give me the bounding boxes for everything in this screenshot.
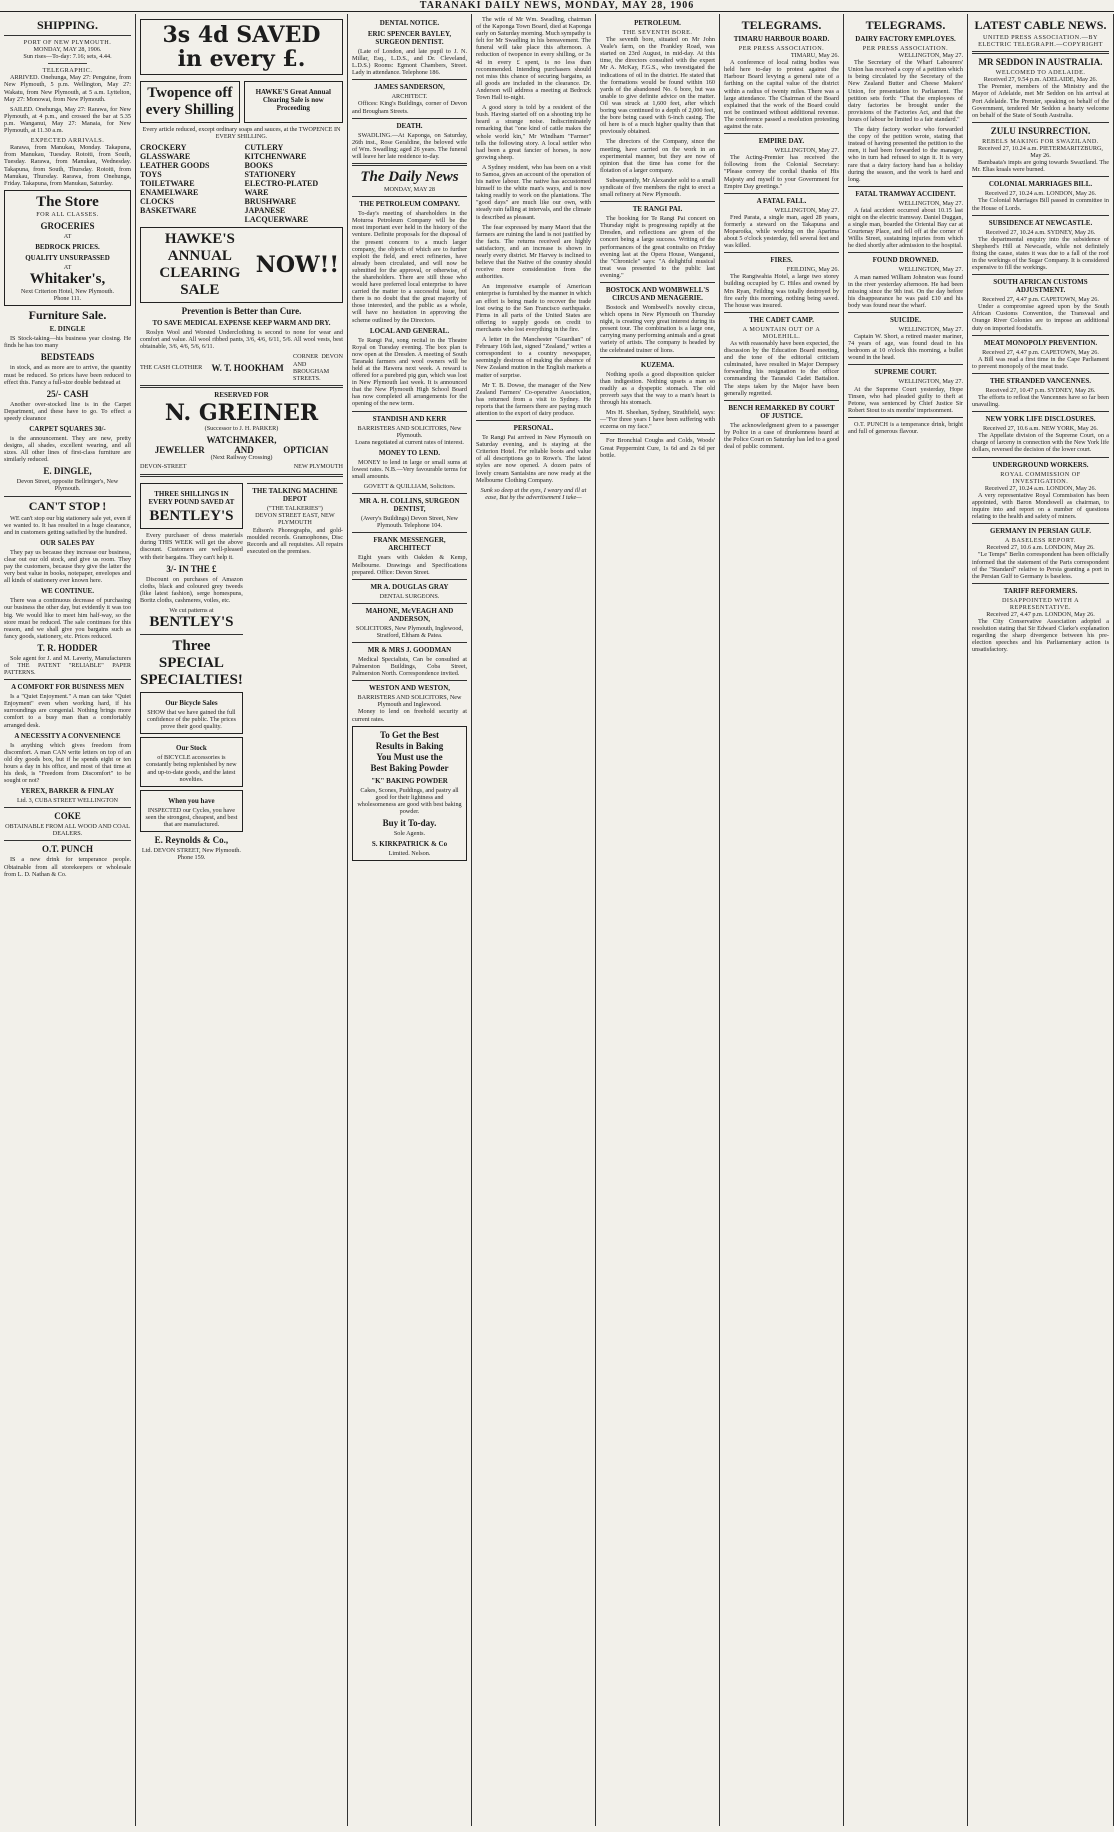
stanish-name: STANDISH AND KERR xyxy=(372,414,447,423)
bostock-text: Bostock and Wombwell's novelty circus, which opens in New Plymouth on Thursday night, is creating very great interest during its present tour. The combination is a large one, carrying many performing animals and a great variety of artists. The company is headed by the celebrated trainer of lions. xyxy=(600,304,715,354)
germany-heading: GERMANY IN PERSIAN GULF. xyxy=(990,527,1091,536)
reynolds-name: E. Reynolds & Co., xyxy=(154,835,229,845)
necessity-heading: A NECESSITY A CONVENIENCE xyxy=(14,731,121,740)
furniture-text: IS Stock-taking—his business year closing. He finds he has too many xyxy=(4,335,131,350)
hookham-text: Roslyn Wool and Worsted Underclothing is second to none for wear and comfort and value. All wool ribbed pants, 3/6, 4/6, 6/11, 5/6. All wool vests, best obtainable, 3/6, 4/6, 5/6, 6/11. xyxy=(140,329,343,351)
stranded-text: The efforts to refloat the Vancennes have so far been unavailing. xyxy=(972,394,1109,409)
sales-pay-text: They pay us because they increase our business, clear out our old stock, and give us room. They pay the customers, because they give the latter the very best value in books, notepaper, envelopes and all kinds of stationery ever known here. xyxy=(4,548,131,585)
kuzema-text: Nothing spoils a good disposition quicker than indigestion. Nothing upsets a man so readily as a dyspeptic stomach. The old proverb says that the way to a man's heart is through his stomach. xyxy=(600,370,715,407)
stranded-date: Received 27, 10.47 p.m. SYDNEY, May 26. xyxy=(985,386,1096,394)
port-heading: PORT OF NEW PLYMOUTH. xyxy=(23,39,112,46)
store-title: The Store xyxy=(36,193,99,210)
drowned-date: WELLINGTON, May 27. xyxy=(898,266,963,274)
york-heading: NEW YORK LIFE DISCLOSURES. xyxy=(985,415,1096,424)
suicide-date: WELLINGTON, May 27. xyxy=(898,326,963,333)
telegrams-heading-2: TELEGRAMS. xyxy=(865,18,946,32)
merchandise-item: BRUSHWARE xyxy=(244,197,297,207)
list-a xyxy=(140,143,239,224)
cable-heading: LATEST CABLE NEWS. xyxy=(974,18,1107,32)
subsidence-text: The departmental enquiry into the subsidence of Shepherd's Hill at Newcastle, while not definitely fixing the cause, states it was due to a fall of the roof in the workings of the Sugar Company. It is considered expensive to fill the workings. xyxy=(972,235,1109,272)
article-5: An impressive example of American enterprise is furnished by the manner in which an effort is being made to recover the trade lost owing to the San Francisco earthquake. Firms in all parts of the United States are offering to supply goods on credit to merchants who lost everything in the fire. xyxy=(476,283,591,333)
seddon-text: The Premier, members of the Ministry and the Mayor of Adelaide, met Mr Seddon on his arrival at Port Adelaide. The Premier, speaking on behalf of the Government, tendered Mr Seddon a hearty welcome on behalf of the State of South Australia. xyxy=(972,83,1109,119)
dairy-text: The Secretary of the Wharf Labourers' Union has received a copy of a petition which is being circulated by the Secretary of the New Zealand Butter and Cheese Makers' Union, for presentation to Parliament. The petition sets forth: "That the employees of dairy factories be brought under the provisions of the Factories Act, and that the hours of labour be limited to a fair standard." xyxy=(848,59,963,123)
necessity-text: Is anything which gives freedom from discomfort. A man CAN write letters on top of an old dry goods box, but if he spends eight or ten hours a day in his office, and most of that time at his desk, is "Freedom from Discomfort" to be sought or not? xyxy=(4,741,131,785)
customs-text: Under a compromise agreed upon by the South African Customs Convention, the Transvaal and Orange River Colonies are to impose an additional duty on imported foodstuffs. xyxy=(972,303,1109,332)
petroleum-heading: PETROLEUM. xyxy=(634,19,681,27)
and-word: AND xyxy=(234,444,254,455)
saved-heading: 3s 4d SAVED xyxy=(162,22,321,48)
kirk-name: S. KIRKPATRICK & Co xyxy=(371,840,448,849)
customs-date: Received 27, 4.47 p.m. CAPETOWN, May 26. xyxy=(982,296,1099,304)
reserved-heading: RESERVED FOR xyxy=(214,390,269,399)
local-text: Te Rangi Pai, song recital in the Theatre Royal on Tuesday evening. The box plan is now open at the Dresden. A meeting of South Taranaki farmers and wool owners will be held at the Hawera next week. A reward is offered for a purebred pig gun, which was lost in New Plymouth last week. It is announced that the New Plymouth High School Board has now completed all arrangements for the opening of the new term. xyxy=(352,336,467,408)
collins-sub: (Avery's Buildings) Devon Street, New Plymouth. Telephone 104. xyxy=(360,515,459,530)
harbour-date: TIMARU, May 26. xyxy=(790,52,839,60)
sole-agents: Sole Agents. xyxy=(393,830,426,837)
bicycle-heading: Our Bicycle Sales xyxy=(165,699,218,708)
greiner-sub: (Successor to J. H. PARKER) xyxy=(204,424,279,432)
seventh-bore: THE SEVENTH BORE. xyxy=(622,29,693,36)
merchandise-item: JAPANESE LACQUERWARE xyxy=(244,206,309,225)
baking-slogan-line: To Get the Best xyxy=(380,729,439,740)
suicide-heading: SUICIDE. xyxy=(890,316,921,324)
whitaker-address: Next Criterion Hotel, New Plymouth. xyxy=(20,288,115,296)
zulu-text: Bambaata's impis are going towards Swaziland. The Mr. Elias kraals were burned. xyxy=(972,159,1109,174)
petroleum-text-2: The directors of the Company, since the meeting, have carried on the work in an experimental manner, but they are now of opinion that the time has come for the flotation of a larger company. xyxy=(600,138,715,174)
germany-text: "Le Temps" Berlin correspondent has been officially informed that the statement of the Paris correspondent of the "Standard" relative to Persia granting a port in the Persian Gulf to Germany is baseless. xyxy=(972,551,1109,580)
now-text: NOW!! xyxy=(255,252,339,279)
dental-heading: DENTAL NOTICE. xyxy=(379,19,440,27)
column-8 xyxy=(968,14,1114,1826)
royal-text: A very representative Royal Commission has been appointed, with Baron Mondswell as chairman, to inquire into and report on a number of questions relating to the health and safety of miners. xyxy=(972,491,1109,521)
greiner-name: N. GREINER xyxy=(164,399,319,426)
article-7: Mr T. B. Dowse, the manager of the New Zealand Farmers' Co-operative Association, has returned from a visit to Sydney. He reports that the farmers there are paying much attention to the export of dairy produce. xyxy=(476,381,591,417)
sanderson-name: JAMES SANDERSON, xyxy=(374,83,445,92)
paper-date: MONDAY, MAY 28 xyxy=(384,186,435,194)
twopence-text: Twopence off every Shilling xyxy=(145,85,234,118)
bicycle-box xyxy=(140,692,243,734)
buy-today: Buy it To-day. xyxy=(382,818,437,828)
seddon-date: Received 27, 9.54 p.m. ADELAIDE, May 26. xyxy=(983,76,1098,84)
k-text: Cakes, Scones, Puddings, and pastry all good for their lightness and wholesomeness are good with best baking powder. xyxy=(357,786,462,815)
zulu-heading: ZULU INSURRECTION. xyxy=(990,125,1091,136)
kirk-nelson: Limited. Nelson. xyxy=(388,850,431,858)
dingle-name: E. DINGLE xyxy=(49,325,86,334)
royal-date: Received 27, 10.24 a.m. LONDON, May 26. xyxy=(984,484,1097,492)
merchandise-item: CROCKERY xyxy=(140,143,187,153)
bench-text: The acknowledgment given to a passenger by Police in a case of drunkenness heard at the Police Court on Saturday has led to a good deal of public comment. xyxy=(724,421,839,451)
stanish-sub: BARRISTERS AND SOLICITORS, New Plymouth. xyxy=(357,424,462,439)
hookham-name: W. T. HOOKHAM xyxy=(211,363,284,374)
cadet-text: As with reasonably have been expected, the discussion by the Education Board meeting, and the tone of the editorial criticism culminated, have resulted in Major Dempsey forwarding his resignation to the officer commanding the Taranaki Cadet Battalion. The steps taken by the Major have been generally regretted. xyxy=(724,340,839,397)
dairy-heading: DAIRY FACTORY EMPLOYES. xyxy=(855,35,956,43)
merchandise-item: CUTLERY xyxy=(244,143,284,153)
personal-text: Te Rangi Pai arrived in New Plymouth on Saturday evening, and is staying at the Criterion Hotel. For reliable boots and value of all descriptions go to Rowe's. The latest styles are now opened. A dozen pairs of lovely cream Santalsins are now ready at the Melbourne Clothing Company. xyxy=(476,434,591,484)
every-pound: in every £. xyxy=(177,46,306,72)
fires-text: The Rangiwahia Hotel, a large two storey building occupied by C. Hiles and owned by Mrs Ryan, Feilding was totally destroyed by fire early this morning, nothing being saved. The house was insured. xyxy=(724,273,839,309)
list-b xyxy=(245,143,344,224)
carpet-heading: CARPET SQUARES 30/- xyxy=(29,425,106,433)
tariff-heading: TARIFF REFORMERS. xyxy=(1003,586,1078,595)
bicycle-text: SHOW that we have gained the full confidence of the public. The prices prove their good quality. xyxy=(146,709,236,731)
bayly-text: (Late of London, and late pupil to J. N. Millar, Esq., L.D.S., and Dr. Cleveland, L.D.S.) Rooms: Egmont Chambers, Street. Lady in attendance. Telephone 186. xyxy=(352,48,467,77)
germany-date: Received 27, 10.6 a.m. LONDON, May 26. xyxy=(986,544,1095,552)
molehill: A MOUNTAIN OUT OF A MOLEHILL. xyxy=(742,325,821,340)
sailed-text: SAILED. Onehunga, May 27: Rarawa, for New Plymouth, at 4 p.m., and crossed the bar at 5.35 p.m. Wanganui, May 27: Manaia, for New Plymouth, at 11.30 a.m. xyxy=(4,105,131,135)
merchandise-item: CLOCKS xyxy=(140,197,174,207)
bench-heading: BENCH REMARKED BY COURT OF JUSTICE. xyxy=(728,403,835,420)
mahone-name: MAHONE, McVEAGH AND ANDERSON, xyxy=(365,606,454,623)
whitaker-name: Whitaker's, xyxy=(29,271,106,288)
shipping-date: MONDAY, MAY 28, 1906. xyxy=(33,46,102,54)
fires-heading: FIRES. xyxy=(770,256,793,265)
hawke-heading: HAWKE'S Great Annual Clearing Sale is now Proceeding xyxy=(255,88,331,112)
empire-text: The Acting-Premier has received the following from the Colonial Secretary: "Please convey the cordial thanks of His Majesty and myself to your Government for Empire Day greetings." xyxy=(724,154,839,190)
fatal-date: WELLINGTON, May 27. xyxy=(898,199,963,207)
subsidence-date: Received 27, 10.24 a.m. SYDNEY, May 26. xyxy=(985,228,1096,236)
arrived-text: ARRIVED. Onehunga, May 27: Penguine, from New Plymouth, 5 p.m. Wellington, May 27: Wakatu, from New Plymouth, at 5 a.m. Lyttelton, May 27: Monowai, from New Plymouth. xyxy=(4,74,131,103)
furniture-heading: Furniture Sale. xyxy=(28,308,107,323)
supreme-text: At the Supreme Court yesterday, Hope Tinsen, who had pleaded guilty to theft at Petone, was sentenced by Chief Justice Sir Robert Stout to six months' imprisonment. xyxy=(848,385,963,414)
barter-text: Mrs H. Sheehan, Sydney, Strathfield, says:—"For three years I have been suffering with eczema on my face." xyxy=(600,409,715,431)
tariff-date: Received 27, 4.47 p.m. LONDON, May 26. xyxy=(986,610,1095,618)
telegraphic-heading: TELEGRAPHIC. xyxy=(42,67,93,75)
drowned-text: A man named William Johnston was found in the river yesterday afternoon. He had been missing since the 9th inst. On the day before his disappearance he was paid £10 and his body was found near the wharf. xyxy=(848,273,963,309)
marriages-heading: COLONIAL MARRIAGES BILL. xyxy=(988,180,1093,189)
yerex-name: YEREX, BARKER & FINLAY xyxy=(20,787,115,796)
column-7 xyxy=(844,14,968,1826)
bentley-name: BENTLEY'S xyxy=(149,508,234,525)
fatal-heading: FATAL TRAMWAY ACCIDENT. xyxy=(855,189,956,198)
sales-pay-heading: OUR SALES PAY xyxy=(40,538,95,547)
hodder-text: Sole agent for J. and M. Laverty, Manufacturers of THE PATENT "RELIABLE" PAPER PATTERNS. xyxy=(4,654,131,677)
bedsteads-heading: BEDSTEADS xyxy=(40,352,95,363)
punch-notice: O.T. PUNCH is a temperance drink, bright and full of generous flavour. xyxy=(848,420,963,436)
gray-name: MR A. DOUGLAS GRAY xyxy=(370,582,449,591)
watchmaker: WATCHMAKER, xyxy=(206,434,277,445)
telegrams-heading-1: TELEGRAMS. xyxy=(741,18,822,32)
shipping-heading: SHIPPING. xyxy=(36,18,98,32)
talking-text: Edison's Phonographs, and gold-moulded records. Gramophones, Disc Records and all requisites. All repairs executed on the premises. xyxy=(246,526,343,555)
petroleum-text-3: Subsequently, Mr Alexander sold to a small syndicate of five members the right to erect a small refinery at New Plymouth. xyxy=(600,176,715,199)
k-heading: "K" BAKING POWDER xyxy=(371,776,448,785)
rangi-text: The booking for Te Rangi Pai concert on Thursday night is progressing rapidly at the Dresden, and reflections are given of the concert being a large success. Writing of the performances of the great contralto on Friday evening last at the Opera House, Wanganui, the "Chronicle" says: "A delightful musical treat was presented to the public last evening." xyxy=(600,215,715,279)
saved-ad xyxy=(140,19,343,75)
baking-slogan-line: Results in Baking xyxy=(375,740,444,751)
column-4 xyxy=(472,14,596,1826)
column-3 xyxy=(348,14,472,1826)
bedrock: BEDROCK PRICES. xyxy=(35,242,100,251)
daily-news-masthead: The Daily News xyxy=(360,169,459,186)
merchandise-item: BASKETWARE xyxy=(140,206,197,216)
when-text: INSPECTED our Cycles, you have seen the strongest, cheapest, and best that are manufactured. xyxy=(145,806,238,828)
cant-stop-text: WE can't stop our big stationery sale yet, even if we wanted to. It has resulted in a huge clearance, and in customers getting satisfied by the hundred. xyxy=(4,514,131,536)
supreme-date: WELLINGTON, May 27. xyxy=(898,378,963,386)
weston-sub: BARRISTERS AND SOLICITORS, New Plymouth and Inglewood. xyxy=(357,694,462,709)
meat-date: Received 27, 4.47 p.m. CAPETOWN, May 26. xyxy=(982,348,1099,356)
goodman-text: Medical Specialists, Can be consulted at Palmerston Buildings, Coba Street, Palmerston North. Correspondence invited. xyxy=(352,655,467,678)
prevention-heading: Prevention is Better than Cure. xyxy=(181,306,302,317)
new-plymouth: NEW PLYMOUTH xyxy=(293,463,343,471)
harbour-heading: TIMARU HARBOUR BOARD. xyxy=(733,35,830,43)
loans-text: Loans negotiated at current rates of interest. xyxy=(355,438,464,446)
when-box xyxy=(140,790,243,832)
zulu-sub: REBELS MAKING FOR SWAZILAND. xyxy=(982,137,1099,145)
govett-name: GOVETT & QUILLIAM, Solicitors. xyxy=(363,483,456,491)
meat-text: A Bill was read a first time in the Cape Parliament to prevent monopoly of the meat trade. xyxy=(972,355,1109,370)
punch-heading: O.T. PUNCH xyxy=(41,844,94,855)
petroleum-text: The seventh bore, situated on Mr John Veale's farm, on the Frankley Road, was started on 23rd August, in mid-day. At this time, the directors consulted with the expert Mr A. McKay, F.G.S., who investigated the indications of oil in the district. He stated that the formations would be found within 160 yards of the abandoned No. 6 bore, but was unable to give definite advice on the matter. Oil was struck at 1,600 feet, after which boring was continued to a depth of 2,000 feet, the bore being cased with 6-inch casing. The oil here is of a much higher quality than that previously obtained. xyxy=(600,36,715,136)
weston-name: WESTON AND WESTON, xyxy=(368,684,451,693)
price-text: Another over-stocked line is in the Carpet Department, and these have to go. To effect a speedy clearance xyxy=(4,400,131,422)
prevention-sub: TO SAVE MEDICAL EXPENSE KEEP WARM AND DRY. xyxy=(152,319,331,328)
messenger-text: Eight years with Oakden & Kemp, Melbourne. Drawings and Specifications prepared. Office: Devon Street. xyxy=(352,554,467,576)
twopence-box xyxy=(140,81,240,123)
architect-label: ARCHITECT. xyxy=(391,93,428,101)
whitaker-ad xyxy=(4,190,131,306)
supreme-heading: SUPREME COURT. xyxy=(874,368,937,377)
when-heading: When you have xyxy=(168,796,215,805)
column-6 xyxy=(720,14,844,1826)
sanderson-text: Offices: King's Buildings, corner of Devon and Brougham Streets. xyxy=(352,100,467,115)
customs-heading: SOUTH AFRICAN CUSTOMS ADJUSTMENT. xyxy=(993,278,1088,295)
stock-box xyxy=(140,737,243,786)
messenger-name: FRANK MESSENGER, ARCHITECT xyxy=(373,536,446,553)
hookham-shop: THE CASH CLOTHIER xyxy=(140,364,203,372)
comfort-heading: A COMFORT FOR BUSINESS MEN xyxy=(11,683,124,692)
merchandise-item: TOILETWARE xyxy=(140,179,195,189)
hawke-annual: HAWKE'S ANNUAL CLEARING SALE xyxy=(159,231,241,299)
harbour-text: A conference of local rating bodies was held here to-day to protest against the Harbour Board levying a general rate of a farthing on the capital value of the district within a radius of twenty miles. There was a large attendance. The Chairman of the Board explained that the work of the Board could not be continued without additional revenue. The conference passed a resolution protesting against the rate. xyxy=(724,59,839,131)
best-lines xyxy=(356,730,463,774)
article-1: The wife of Mr Wm. Swadling, chairman of the Kaponga Town Board, died at Kaponga early on Saturday morning. Much sympathy is felt for Mr Swadling in his bereavement. The funeral will take place this afternoon. A reduction of twopence in every shilling, or 3s 4d in every £ spent, is no less than recommended. Intending purchasers should not miss this chance of securing bargains, as all goods are included in the clearance. Dr. Anderson will address a meeting at Bedrock Town Hall to-night. xyxy=(476,16,591,102)
petroleum-co-text: To-day's meeting of shareholders in the Moturoa Petroleum Company will be the most important ever held in the history of the venture. Definite proposals for the disposal of the present concern to a much larger company, the objects of which are to further exploit the field, and erect refineries, have already been circulated, and will now be submitted for the approval, or otherwise, of the shareholders. There are still those who would have preferred local enterprise to have carried the matter to a successful issue, but there is no doubt that the great majority of those interested, and the public as a whole, will have no hesitation in approving the scheme outlined by the Directors. xyxy=(352,210,467,324)
merchandise-item: TOYS xyxy=(140,170,162,180)
in-the-pound: 3/- IN THE £ xyxy=(166,563,217,574)
store-sub: FOR ALL CLASSES. xyxy=(36,210,99,218)
cant-stop-heading: CAN'T STOP ! xyxy=(28,498,107,513)
kuzema-heading: KUZEMA. xyxy=(640,360,675,369)
talking-heading: THE TALKING MACHINE DEPOT xyxy=(252,487,338,504)
seddon-heading: MR SEDDON IN AUSTRALIA. xyxy=(978,57,1103,68)
merchandise-item: ELECTRO-PLATED WARE xyxy=(244,179,319,198)
royal-heading: ROYAL COMMISSION OF INVESTIGATION. xyxy=(1000,470,1081,485)
merchandise-item: STATIONERY xyxy=(244,170,296,180)
fall-text: Fred Parata, a single man, aged 28 years, formerly a steward on the Takapuna and Moparoika, while working on the Aparima about 5 o'clock yesterday, fell several feet and was killed. xyxy=(724,213,839,250)
baking-slogan-line: You Must use the xyxy=(376,751,443,762)
hawke-annual-ad xyxy=(140,227,343,303)
underground-heading: UNDERGROUND WORKERS. xyxy=(992,460,1089,469)
baking-ad xyxy=(352,726,467,862)
cadet-heading: THE CADET CAMP. xyxy=(749,315,814,324)
welcomed: WELCOMED TO ADELAIDE. xyxy=(995,69,1086,77)
money-text: MONEY to lend in large or small sums at lowest rates. N.B.—Very favourable terms for small amounts. xyxy=(352,458,467,481)
mahone-sub: SOLICITORS, New Plymouth, Inglewood, Stratford, Eltham & Patea. xyxy=(355,624,464,639)
subsidence-heading: SUBSIDENCE AT NEWCASTLE. xyxy=(988,218,1093,227)
empire-heading: EMPIRE DAY. xyxy=(758,137,805,146)
hodder-name: T. R. HODDER xyxy=(37,642,98,653)
coke-heading: COKE xyxy=(54,811,81,822)
at-1: AT xyxy=(63,232,72,240)
personal-heading: PERSONAL. xyxy=(513,424,554,433)
fatal-text: A fatal accident occurred about 10.15 last night on the electric tramway. Daniel Duggan, a single man, boarded the Oriental Bay car at Courtenay Place, and fell off at the corner of Willis Street, sustaining injuries from which he died shortly after admission to the hospital. xyxy=(848,206,963,250)
bronchial-text: For Bronchial Coughs and Colds, Woods' Great Peppermint Cure, 1s 6d and 2s 6d per bottle. xyxy=(600,437,715,459)
expected-text: Rarawa, from Manukau, Monday. Takapuna, from Manukau, Tuesday. Rotoiti, from South, Tuesday. Rarawa, from Manukau, Wednesday. Takapuna, from South, Thursday. Rotoiti, from Manukau, Thursday. Rarawa, from Onehunga, Friday. Takapuna, from Manukau, Saturday. xyxy=(4,144,131,187)
expected-heading: EXPECTED ARRIVALS. xyxy=(30,137,105,145)
fall-heading: A FATAL FALL. xyxy=(756,196,807,205)
goodman-name: MR & MRS J. GOODMAN xyxy=(367,645,452,654)
devon-street: DEVON-STREET xyxy=(140,463,187,471)
bentley-text: Every purchaser of dress materials during THIS WEEK will get the above discount. Customers are well-pleased with their bargains. They can't help it. xyxy=(140,532,243,561)
harbour-assoc: PER PRESS ASSOCIATION. xyxy=(738,45,825,52)
groceries: GROCERIES xyxy=(40,220,95,231)
death-text: SWADLING.—At Kaponga, on Saturday, 26th inst., Rose Geraldine, the beloved wife of Wm. Swadling; aged 26 years. The funeral will leave her late residence to-day. xyxy=(352,131,467,160)
comfort-text: Is a "Quiet Enjoyment." A man can take "Quiet Enjoyment" even when working hard, if his surroundings are congenial. Nothing brings more comfort to a busy man than a comfortably arranged desk. xyxy=(4,693,131,729)
article-3: A Sydney resident, who has been on a visit to Samoa, gives an account of the operation of his native labour. The native has accustomed himself to the white man's ways, and is now taking readily to work on the plantations. The "good days" are much like our own, with steady rain falling at intervals, and the climate is described as pleasant. xyxy=(476,163,591,221)
collins-name: MR A. H. COLLINS, SURGEON DENTIST, xyxy=(359,497,460,514)
york-date: Received 27, 10.6 a.m. NEW YORK, May 26. xyxy=(983,425,1098,433)
meat-heading: MEAT MONOPOLY PREVENTION. xyxy=(983,338,1098,347)
masthead: TARANAKI DAILY NEWS, MONDAY, MAY 28, 1906 xyxy=(0,0,1114,12)
quality: QUALITY UNSURPASSED xyxy=(25,253,110,262)
bentley-ad xyxy=(140,483,243,529)
talking-address: DEVON STREET EAST, NEW PLYMOUTH xyxy=(255,512,335,527)
marriages-date: Received 27, 10.24 a.m. LONDON, May 26. xyxy=(984,190,1097,198)
dingle-sign: E. DINGLE, xyxy=(43,466,92,477)
dairy-date: WELLINGTON, May 27. xyxy=(898,52,963,60)
coke-text: OBTAINABLE FROM ALL WOOD AND COAL DEALERS. xyxy=(5,823,130,838)
york-text: The Appellate division of the Supreme Court, on a charge of larceny in connection with the New York life dollars, reversed the decision of the lower court. xyxy=(972,432,1109,454)
fires-date: FEILDING, May 26. xyxy=(786,266,839,274)
stock-heading: Our Stock xyxy=(176,744,207,753)
bayly-name: ERIC SPENCER BAYLEY, SURGEON DENTIST. xyxy=(367,30,452,46)
carpet-text: is the announcement. They are new, pretty designs, all shades, excellent wearing, and all sizes. All other lines of first-class furniture are similarly reduced. xyxy=(4,435,131,464)
article-2: A good story is told by a resident of the bush. Having started off on a shooting trip he heard a strange noise. Indiscriminately remarking that "one kind of cattle makes the whole world kin," Mr Windham "Farmer" tells the following story. A local settler who had been a great fancier of horses, is now growing sheep. xyxy=(476,104,591,161)
punch-text: IS a new drink for temperance people. Obtainable from all storekeepers or wholesale from L. D. Nathan & Co. xyxy=(4,856,131,878)
bentley-end: We cut patterns at xyxy=(169,606,214,614)
cable-assoc: UNITED PRESS ASSOCIATION.—BY ELECTRIC TELEGRAPH.—COPYRIGHT xyxy=(978,34,1103,49)
price-heading: 25/- CASH xyxy=(46,388,89,399)
rail-note: (Next Railway Crossing) xyxy=(210,454,273,462)
hookham-address: CORNER DEVON AND BROUGHAM STREETS. xyxy=(293,353,343,382)
baking-slogan-line: Best Baking Powder xyxy=(370,762,449,773)
drowned-heading: FOUND DROWNED. xyxy=(872,256,939,265)
talkeries: ("THE TALKERIES") xyxy=(267,505,323,513)
column-1 xyxy=(0,14,136,1826)
rhyme: Sunk so deep at the eyes, I weary and ill at ease, But by the advertisement I take— xyxy=(480,486,587,501)
weston-text: Money to lend on freehold security at current rates. xyxy=(352,708,467,723)
dairy-text-2: The dairy factory worker who forwarded the copy of the petition wrote, stating that instead of having presented the petition to the men, it had been forwarded to the manager, who in turn had refused to sign it. It is very rare that a dairy factory hand has a holiday during the season, and the work is hard and long. xyxy=(848,126,963,183)
whitaker-phone: Phone 111. xyxy=(53,295,82,303)
merchandise-item: ENAMELWARE xyxy=(140,188,199,198)
article-6: A letter in the Manchester "Guardian" of February 16th last, signed "Zealand," writes a correspondent to a country newspaper, seemingly desirous of making the absence of New Zealand mutton in the English markets a matter of surprise. xyxy=(476,336,591,379)
continue-text: There was a continuous decrease of purchasing our business the other day, but evidently it was too big. We would like to meet him half-way, so the store must be reduced. The sale continues for this reason, and we shall give you bargains such as fancy goods, stationery, etc. Prices reduced. xyxy=(4,597,131,640)
three-specialties: Three SPECIAL SPECIALTIES! xyxy=(140,638,243,689)
bentley-text-2: Discount on purchases of Amazon cloths, black and coloured grey tweeds (like latest fashion), serge homespuns, Boritz cloths, cashmeres, voiles, etc. xyxy=(140,575,243,604)
sun-times: Sun rises—To-day: 7.16; sets, 4.44. xyxy=(23,53,112,61)
zulu-date: Received 27, 10.24 a.m. PIETERMARITZBURG, May 26. xyxy=(978,144,1103,160)
money-heading: MONEY TO LEND. xyxy=(378,448,441,457)
continue-heading: WE CONTINUE. xyxy=(41,587,94,596)
stranded-heading: THE STRANDED VANCENNES. xyxy=(989,376,1092,385)
merchandise-item: BOOKS xyxy=(244,161,273,171)
gray-sub: DENTAL SURGEONS. xyxy=(379,592,440,600)
tariff-text: The City Conservative Association adopted a resolution stating that Sir Edward Clarke's explanation regarding the sharp divergence between his pre-election speeches and his Parliamentary action is unsatisfactory. xyxy=(972,618,1109,654)
local-heading: LOCAL AND GENERAL. xyxy=(369,326,450,335)
merchandise-item: LEATHER GOODS xyxy=(140,161,210,171)
column-2 xyxy=(136,14,348,1826)
hawke-box xyxy=(244,81,344,123)
reynolds-address: Ltd. DEVON STREET, New Plymouth. Phone 159. xyxy=(141,847,241,862)
yerex-address: Ltd. 3, CUBA STREET WELLINGTON xyxy=(16,797,119,805)
marriages-text: The Colonial Marriages Bill passed in committee in the House of Lords. xyxy=(972,197,1109,212)
dairy-assoc: PER PRESS ASSOCIATION. xyxy=(862,45,949,52)
bentley-saved: THREE SHILLINGS IN EVERY POUND SAVED AT xyxy=(148,490,235,507)
baseless: A BASELESS REPORT. xyxy=(1005,537,1076,545)
disappointed: DISAPPOINTED WITH A REPRESENTATIVE. xyxy=(1001,596,1080,611)
every-article: Every article reduced, except ordinary soaps and sauces, at the TWOPENCE IN EVERY SHILLING. xyxy=(142,126,341,141)
stock-text: of BICYCLE accessories is constantly being replenished by new and up-to-date goods, and the latest novelties. xyxy=(146,754,237,783)
bostock-heading: BOSTOCK AND WOMBWELL'S CIRCUS AND MENAGERIE. xyxy=(605,286,710,302)
jeweller: JEWELLER xyxy=(154,444,205,455)
suicide-text: Captain W. Short, a retired master mariner, 74 years of age, was found dead in his bedroom at 10 o'clock this morning, a bullet wound in the head. xyxy=(848,333,963,362)
death-heading: DEATH. xyxy=(396,121,423,130)
optician: OPTICIAN xyxy=(283,444,329,455)
column-5 xyxy=(596,14,720,1826)
article-4: The fear expressed by many Maori that the farmers are ruining the land is not justified by the facts. The returns received are highly satisfactory, and an increase is shown in nearly every district. Mr Harvey is inclined to believe that the Native of the country should receive more consideration from the authorities. xyxy=(476,223,591,281)
at-2: AT xyxy=(63,263,72,271)
merchandise-item: KITCHENWARE xyxy=(244,152,307,162)
empire-date: WELLINGTON, May 27. xyxy=(774,147,839,155)
fall-date: WELLINGTON, May 27. xyxy=(774,206,839,214)
merchandise-item: GLASSWARE xyxy=(140,152,191,162)
dingle-address: Devon Street, opposite Bellringer's, New Plymouth. xyxy=(16,478,119,493)
bentley-name-2: BENTLEY'S xyxy=(149,614,234,631)
petroleum-co-heading: THE PETROLEUM COMPANY. xyxy=(359,200,460,209)
bedsteads-text: in stock, and as more are to arrive, the quantity must be reduced. So prices have been reduced to effect this. Fancy a full-size double bedstead at xyxy=(4,364,131,386)
rangi-heading: TE RANGI PAI. xyxy=(632,205,683,214)
